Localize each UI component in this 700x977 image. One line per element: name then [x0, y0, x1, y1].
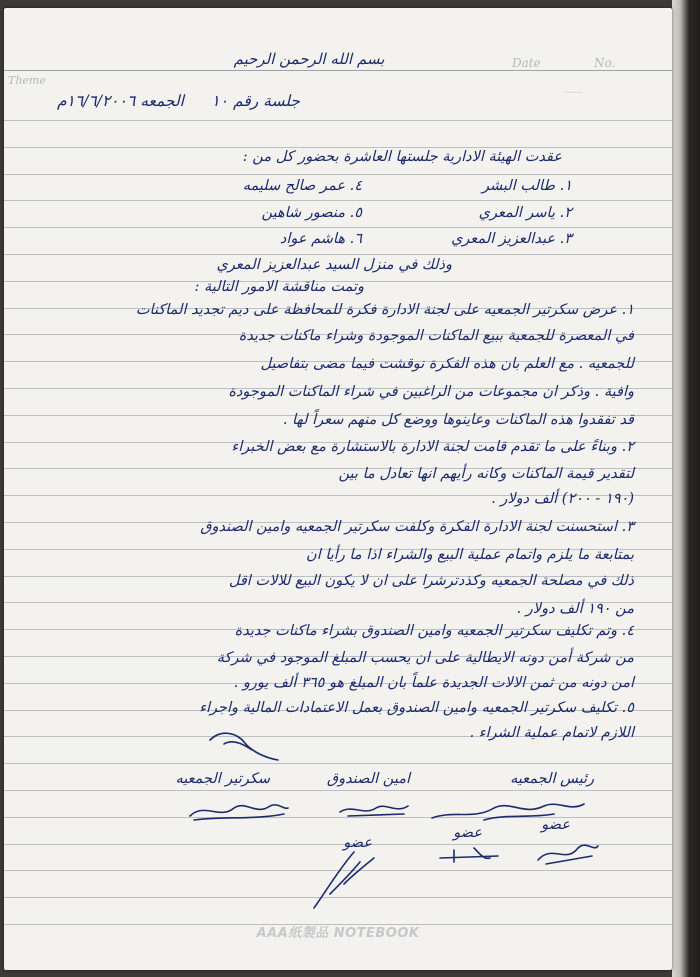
bleed-through-mark: ـــــ [564, 82, 584, 97]
secretary-title: سكرتير الجمعيه [175, 771, 270, 787]
item-line: من شركة أمن دونه الايطالية على ان يحسب المبلغ الموجود في شركة [216, 650, 634, 666]
member-2-signature [434, 842, 504, 868]
ruled-line [4, 200, 672, 201]
item-line: بمتابعة ما يلزم واتمام عملية البيع والشراء اذا ما رأيا ان [306, 547, 634, 563]
item-line: ٤. وتم تكليف سكرتير الجمعيه وامين الصندوق بشراء ماكنات جديدة [234, 623, 634, 639]
ruled-line [4, 254, 672, 255]
treasurer-signature [334, 794, 414, 824]
item-line: لتقدير قيمة الماكنات وكانه رأيهم انها تعادل ما بين [338, 466, 634, 482]
item-line: وافية . وذكر ان مجموعات من الراغبين في شراء الماكنات الموجودة [228, 384, 634, 400]
item-line: اللازم لاتمام عملية الشراء . [469, 725, 634, 741]
member-entry: ٣. عبدالعزيز المعري [451, 231, 572, 247]
session-date: الجمعه ١٦/٦/٢٠٠٦م [56, 92, 184, 110]
meeting-location: وذلك في منزل السيد عبدالعزيز المعري [216, 257, 452, 273]
theme-label: Theme [8, 74, 46, 87]
item-line: قد تفقدوا هذه الماكنات وعاينوها ووضع كل منهم سعراً لها . [282, 412, 634, 428]
member-title-2: عضو [453, 825, 482, 841]
member-3-signature [304, 844, 384, 914]
secretary-signature [184, 796, 294, 826]
notebook-brand: AAA纸製品 NOTEBOOK [256, 926, 420, 941]
agenda-intro: وتمت مناقشة الامور التالية : [194, 279, 364, 295]
member-entry: ٦. هاشم عواد [279, 231, 362, 247]
member-entry: ٥. منصور شاهين [261, 205, 362, 221]
flourish-mark [204, 720, 284, 766]
item-line: امن دونه من ثمن الالات الجديدة علماً بان المبلغ هو ٣٦٥ ألف يورو . [233, 675, 634, 691]
item-line: في المعصرة للجمعية ببيع الماكنات الموجودة وشراء ماكنات جديدة [238, 328, 634, 344]
ruled-line [4, 147, 672, 148]
session-number: جلسة رقم ١٠ [211, 92, 300, 110]
item-line: ٢. وبناءً على ما تقدم قامت لجنة الادارة بالاستشارة مع بعض الخبراء [231, 439, 634, 455]
notebook-page [4, 8, 672, 970]
ruled-line [4, 227, 672, 228]
item-line: ١. عرض سكرتير الجمعيه على لجنة الادارة فكرة للمحافظة على ديم تجديد الماكنات [135, 302, 634, 318]
member-title-1: عضو [541, 817, 570, 833]
opening-sentence: عقدت الهيئة الادارية جلستها العاشرة بحضور كل من : [242, 149, 562, 165]
ruled-line [4, 120, 672, 121]
basmala: بسم الله الرحمن الرحيم [233, 50, 385, 68]
member-title-3: عضو [343, 835, 372, 851]
item-line: من ١٩٠ ألف دولار . [516, 601, 634, 617]
president-title: رئيس الجمعيه [510, 771, 594, 787]
item-line: ذلك في مصلحة الجمعيه وكذدترشرا على ان لا يكون البيع للالات اقل [228, 573, 634, 589]
date-label: Date [512, 56, 541, 70]
item-line: للجمعيه . مع العلم بان هذه الفكرة نوقشت فيما مضى بتفاصيل [260, 356, 634, 372]
member-entry: ١. طالب البشر [482, 178, 572, 194]
header-line [4, 70, 672, 71]
ruled-line [4, 174, 672, 175]
item-line: (١٩٠ - ٢٠٠) ألف دولار . [491, 491, 634, 507]
no-label: No. [594, 56, 616, 70]
member-entry: ٤. عمر صالح سليمه [242, 178, 362, 194]
notebook-spine [672, 0, 700, 977]
member-entry: ٢. ياسر المعري [478, 205, 572, 221]
item-line: ٣. استحسنت لجنة الادارة الفكرة وكلفت سكرتير الجمعيه وامين الصندوق [200, 519, 634, 535]
treasurer-title: امين الصندوق [326, 771, 410, 787]
member-1-signature [532, 834, 602, 870]
item-line: ٥. تكليف سكرتير الجمعيه وامين الصندوق بعمل الاعتمادات المالية واجراء [199, 700, 634, 716]
ruled-line [4, 763, 672, 764]
